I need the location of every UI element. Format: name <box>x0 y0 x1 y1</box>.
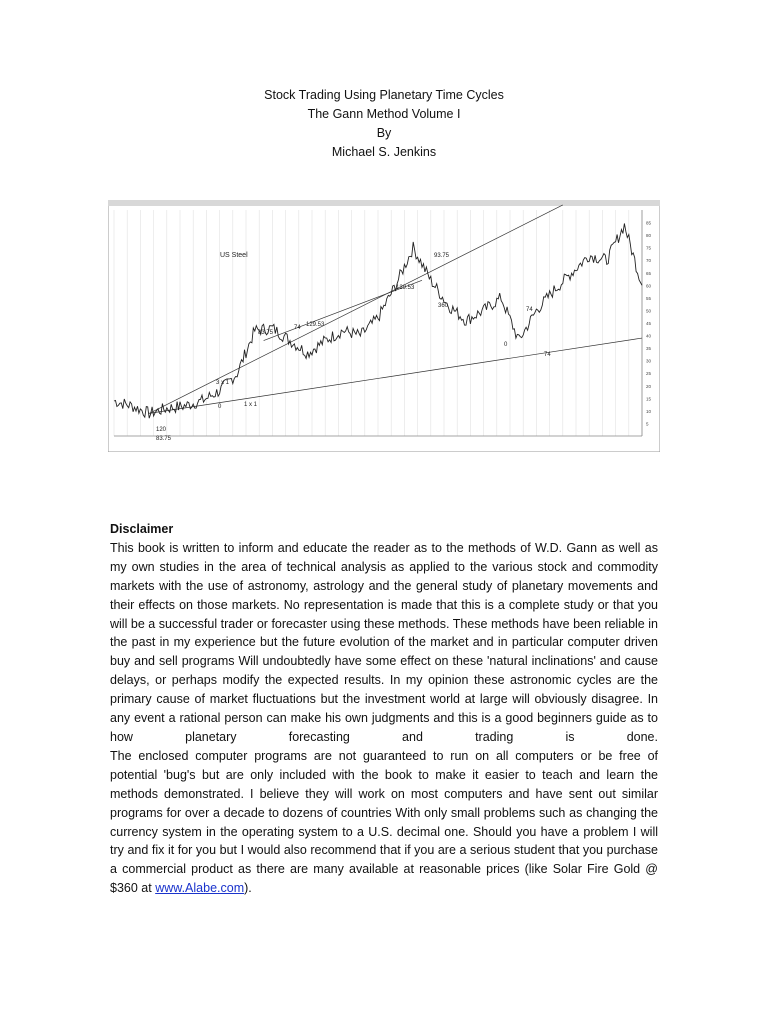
disclaimer-paragraph-1: This book is written to inform and educate the reader as to the methods of W.D. Gann as well as my own studies in the area of technical analysis as applied to the various stock and commodity markets with the use of astronomy, astrology and the general study of planetary movements and their effects on those markets. No representation is made that this is a complete study or that you will be a successful trader or forecaster using these methods. These methods have been reliable in the past in my experience but the future evolution of the market and in particular computer driven buy and sell programs Will undoubtedly have some effect on these 'natural inclinations' and cause delays, or perhaps modify the expected results. In my opinion these astronomic cycles are the primary cause of market fluctuations but the investment world at large will obviously disagree. In any event a rational person can make his own judgments and this is a good beginners guide as to how planetary forecasting and trading is done. <box>110 540 658 744</box>
chart-svg <box>108 200 660 452</box>
chart-annotation: 0 <box>218 404 222 410</box>
chart-annotation: 120 <box>156 427 167 433</box>
chart-annotation: 360 <box>438 303 449 309</box>
chart-header-strip <box>108 200 660 206</box>
y-tick-label: 10 <box>646 408 652 414</box>
y-tick-label: 20 <box>646 383 652 389</box>
chart-annotation: 74 <box>544 352 551 358</box>
y-tick-label: 60 <box>646 283 652 289</box>
y-tick-label: 75 <box>646 245 652 251</box>
us-steel-chart <box>108 200 660 452</box>
chart-annotation: 83.75 <box>156 436 172 442</box>
paragraph-2-text: The enclosed computer programs are not guaranteed to run on all computers or be free of potential 'bug's but are only included with the book to make it easier to teach and learn the methods demonstrated. I believe they will work on most computers and have sent out similar programs for over a decade to dozens of countries With only small problems such as changing the currency system in the operating system to a U.S. decimal one. Should you have a problem I will try and fix it for you but I would also recommend that if you are a serious student that you purchase a commercial product as there are many available at reasonable prices (like Solar Fire Gold @ $360 at <box>110 748 658 896</box>
disclaimer-section <box>110 520 658 898</box>
chart-annotation: 129.53 <box>306 322 325 328</box>
title-block <box>0 86 768 162</box>
by-line: By <box>376 126 392 140</box>
y-tick-label: 15 <box>646 396 652 402</box>
chart-annotation: 83.75 <box>258 330 274 336</box>
chart-frame <box>108 200 660 452</box>
y-tick-label: 85 <box>646 220 652 226</box>
chart-grid <box>114 210 642 436</box>
y-tick-label: 55 <box>646 295 652 301</box>
chart-annotation: 3 x 1 <box>216 380 230 386</box>
y-tick-label: 70 <box>646 258 652 264</box>
chart-annotation: 93.75 <box>434 253 450 259</box>
author-name: Michael S. Jenkins <box>331 145 437 159</box>
alabe-link[interactable]: www.Alabe.com <box>155 881 245 896</box>
paragraph-2-end: ). <box>244 881 252 896</box>
chart-title: US Steel <box>220 252 248 259</box>
y-tick-label: 5 <box>646 421 649 427</box>
y-tick-label: 25 <box>646 371 652 377</box>
book-subtitle: The Gann Method Volume I <box>307 107 461 121</box>
chart-annotation: 129.53 <box>396 285 415 291</box>
book-title: Stock Trading Using Planetary Time Cycles <box>264 88 504 102</box>
chart-annotation: 74 <box>294 325 301 331</box>
chart-annotation: 0 <box>504 342 508 348</box>
chart-annotation: 1 x 1 <box>244 402 258 408</box>
disclaimer-paragraph-2 <box>110 747 658 898</box>
y-tick-label: 80 <box>646 233 652 239</box>
y-tick-label: 50 <box>646 308 652 314</box>
y-tick-label: 40 <box>646 333 652 339</box>
y-tick-label: 65 <box>646 270 652 276</box>
chart-annotation: 74 <box>526 307 533 313</box>
disclaimer-heading: Disclaimer <box>110 522 174 536</box>
y-tick-label: 30 <box>646 358 652 364</box>
y-tick-label: 35 <box>646 346 652 352</box>
y-tick-label: 45 <box>646 321 652 326</box>
